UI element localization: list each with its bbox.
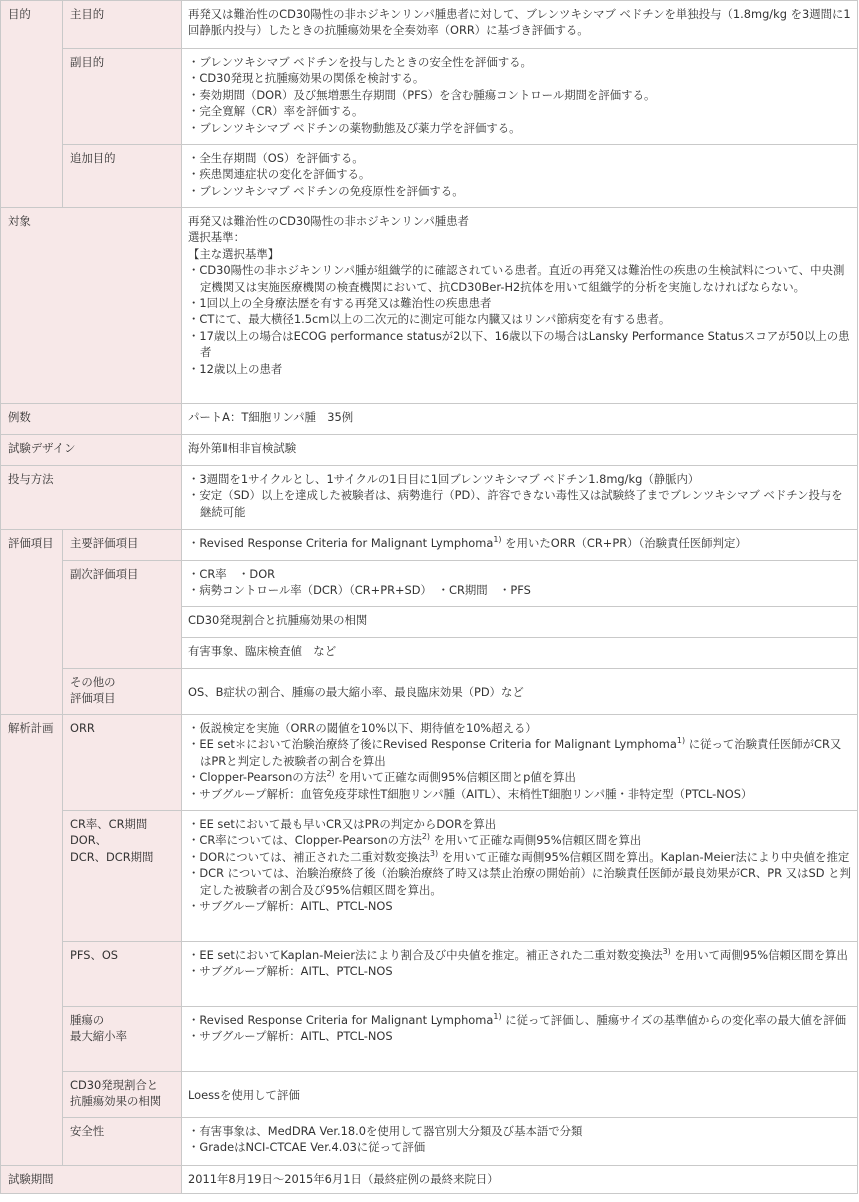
analysis-cr-label-line: CR率、CR期間 (70, 817, 148, 831)
list-item: ・ DCR については、治験治療終了後（治験治療終了時又は禁止治療の開始前）に治験責任医師が最良効果がCR、PR 又はSD と判定した被験者の割合及び95%信頼区間を算出。 (188, 865, 851, 898)
list-item: ・ CTにて、最大横径1.5cm以上の二次元的に測定可能な内臓又はリンパ節病変を有する患者。 (188, 311, 851, 327)
reference-marker: 3) (662, 947, 671, 957)
secondary-endpoint-line: ・病勢コントロール率（DCR）（CR+PR+SD） ・CR期間 ・PFS (188, 583, 531, 598)
primary-objective-text: 再発又は難治性のCD30陽性の非ホジキンリンパ腫患者に対して、ブレンツキシマブ ベドチンを単独投与（1.8mg/kg を3週間に1回静脈内投与）したときの抗腫瘍効果を全奏効率（ORR）に基づき評価する。 (182, 1, 858, 49)
row-purpose-additional (1, 145, 858, 208)
list-item: ・ サブグループ解析：AITL、PTCL-NOS (188, 898, 851, 914)
row-analysis-tumor (1, 1007, 858, 1072)
row-analysis-cd30 (1, 1072, 858, 1118)
period-text: 2011年8月19日～2015年6月1日（最終症例の最終来院日） (182, 1166, 858, 1194)
list-item-text: DORについては、補正された二重対数変換法 (199, 849, 430, 864)
dosing-list (182, 466, 858, 530)
list-item: ・ 3週間を1サイクルとし、1サイクルの1日目に1回ブレンツキシマブ ベドチン1.8mg/kg（静脈内） (188, 471, 851, 487)
list-item-text: EE setにおいてKaplan-Meier法により割合及び中央値を推定。補正された二重対数変換法 (199, 948, 663, 962)
analysis-cr-label-line: DCR、DCR期間 (70, 849, 154, 864)
label-primary-objective: 主目的 (63, 1, 182, 49)
label-design: 試験デザイン (1, 435, 182, 466)
row-analysis-pfs (1, 942, 858, 1007)
row-analysis-safety (1, 1118, 858, 1166)
list-item: ・ サブグループ解析：血管免疫芽球性T細胞リンパ腫（AITL）、末梢性T細胞リンパ腫・非特定型（PTCL-NOS） (188, 786, 851, 802)
row-endpoints-other (1, 669, 858, 715)
row-cases (1, 404, 858, 435)
analysis-cr-list (182, 811, 858, 942)
label-subjects: 対象 (1, 208, 182, 404)
reference-marker: 2) (421, 832, 431, 842)
list-item (188, 769, 851, 785)
label-analysis-tumor (63, 1007, 182, 1072)
row-subjects (1, 208, 858, 404)
row-purpose-secondary (1, 49, 858, 145)
analysis-cr-label-line: DOR、 (70, 833, 108, 848)
list-item: ・ ブレンツキシマブ ベドチンの免疫原性を評価する。 (188, 183, 851, 199)
primary-endpoint-post: を用いたORR（CR+PR）（治験責任医師判定） (501, 536, 747, 550)
analysis-pfs-list (182, 942, 858, 1007)
label-secondary-objective: 副目的 (63, 49, 182, 145)
label-primary-endpoint: 主要評価項目 (63, 530, 182, 561)
analysis-cd30-label-line: CD30発現割合と (70, 1078, 159, 1092)
row-dosing (1, 466, 858, 530)
row-endpoints-primary (1, 530, 858, 561)
label-analysis-cd30 (63, 1072, 182, 1118)
label-analysis-pfs: PFS、OS (63, 942, 182, 1007)
list-item: ・ 仮説検定を実施（ORRの閾値を10%以下、期待値を10%超える） (188, 720, 851, 736)
reference-marker: 3) (429, 849, 439, 859)
analysis-tumor-list (182, 1007, 858, 1072)
label-analysis-orr: ORR (63, 715, 182, 811)
subjects-line: 選択基準： (188, 230, 245, 245)
row-analysis-cr (1, 811, 858, 942)
analysis-orr-list (182, 715, 858, 811)
additional-objective-list (182, 145, 858, 208)
design-text: 海外第Ⅱ相非盲検試験 (182, 435, 858, 466)
list-item: ・ 全生存期間（OS）を評価する。 (188, 150, 851, 166)
label-additional-objective: 追加目的 (63, 145, 182, 208)
label-analysis-safety: 安全性 (63, 1118, 182, 1166)
list-item (188, 736, 851, 769)
list-item: ・ 完全寛解（CR）率を評価する。 (188, 103, 851, 119)
other-endpoint-label-line: 評価項目 (70, 691, 116, 706)
list-item (188, 832, 851, 848)
list-item-text: に従って治験責任医師がCR又はPRと判定した被験者の割合を算出 (200, 737, 842, 768)
list-item-text: を用いて正確な両側95%信頼区間とp値を算出 (334, 770, 576, 785)
label-analysis: 解析計画 (1, 715, 63, 1166)
row-design (1, 435, 858, 466)
label-cases: 例数 (1, 404, 182, 435)
list-item: ・ 安定（SD）以上を達成した被験者は、病勢進行（PD）、許容できない毒性又は試験終了までブレンツキシマブ ベドチン投与を継続可能 (188, 487, 851, 520)
label-dosing: 投与方法 (1, 466, 182, 530)
list-item-text: に従って評価し、腫瘍サイズの基準値からの変化率の最大値を評価 (501, 1013, 847, 1027)
row-endpoints-secondary (1, 561, 858, 607)
list-item: ・ 17歳以上の場合はECOG performance statusが2以下、16歳以下の場合はLansky Performance Statusスコアが50以上の患者 (188, 328, 851, 361)
list-item: ・ EE setにおいて最も早いCR又はPRの判定からDORを算出 (188, 816, 851, 832)
list-item-text: を用いて正確な両側95%信頼区間を算出 (430, 833, 642, 848)
list-item-text: CR率については、Clopper-Pearsonの方法 (199, 833, 422, 848)
list-item: ・ ブレンツキシマブ ベドチンを投与したときの安全性を評価する。 (188, 54, 851, 70)
cases-text: パートA：T細胞リンパ腫 35例 (182, 404, 858, 435)
list-item: ・ 1回以上の全身療法歴を有する再発又は難治性の疾患患者 (188, 295, 851, 311)
row-purpose-primary (1, 1, 858, 49)
reference-marker: 2) (326, 769, 335, 779)
list-item: ・ ブレンツキシマブ ベドチンの薬物動態及び薬力学を評価する。 (188, 120, 851, 136)
analysis-tumor-label-line: 腫瘍の (70, 1013, 105, 1027)
list-item: ・ CD30陽性の非ホジキンリンパ腫が組織学的に確認されている患者。直近の再発又は難治性の疾患の生検試料について、中央測定機関又は実施医療機関の検査機関において、抗CD30Ber-H2抗体を用いて組織学的分析を実施しなければならない。 (188, 262, 851, 295)
row-period (1, 1166, 858, 1194)
list-item: ・ サブグループ解析：AITL、PTCL-NOS (188, 1028, 851, 1044)
other-endpoint-label-line: その他の (70, 675, 116, 689)
subjects-line: 再発又は難治性のCD30陽性の非ホジキンリンパ腫患者 (188, 214, 469, 228)
reference-marker: 1) (493, 535, 502, 545)
analysis-tumor-label-line: 最大縮小率 (70, 1029, 127, 1044)
list-item (188, 1012, 851, 1028)
subjects-content (182, 208, 858, 404)
list-item: ・ 12歳以上の患者 (188, 361, 851, 377)
primary-endpoint-pre: ・Revised Response Criteria for Malignant Lymphoma (188, 536, 494, 550)
analysis-safety-list (182, 1118, 858, 1166)
primary-endpoint-text (182, 530, 858, 561)
other-endpoint-text: OS、B症状の割合、腫瘍の最大縮小率、最良臨床効果（PD）など (182, 669, 858, 715)
list-item-text: を用いて両側95%信頼区間を算出 (670, 948, 848, 962)
label-purpose: 目的 (1, 1, 63, 208)
label-endpoints: 評価項目 (1, 530, 63, 715)
list-item: ・ CD30発現と抗腫瘍効果の関係を検討する。 (188, 70, 851, 86)
reference-marker: 1) (493, 1012, 502, 1022)
secondary-endpoint-line: ・CR率 ・DOR (188, 567, 276, 581)
reference-marker: 1) (676, 736, 686, 746)
list-item-text: を用いて正確な両側95%信頼区間を算出。Kaplan-Meier法により中央値を推定 (438, 849, 850, 864)
analysis-cd30-text: Loessを使用して評価 (182, 1072, 858, 1118)
secondary-endpoint-list (182, 561, 858, 607)
label-analysis-cr (63, 811, 182, 942)
secondary-endpoint-cd30: CD30発現割合と抗腫瘍効果の相関 (182, 607, 858, 638)
list-item: ・ GradeはNCI-CTCAE Ver.4.03に従って評価 (188, 1139, 851, 1155)
list-item: ・ 奏効期間（DOR）及び無増悪生存期間（PFS）を含む腫瘍コントロール期間を評価する。 (188, 87, 851, 103)
list-item-text: Clopper-Pearsonの方法 (199, 770, 327, 785)
list-item: ・ サブグループ解析：AITL、PTCL-NOS (188, 963, 851, 979)
secondary-endpoint-ae: 有害事象、臨床検査値 など (182, 638, 858, 669)
row-analysis-orr (1, 715, 858, 811)
list-item-text: Revised Response Criteria for Malignant Lymphoma (199, 1013, 494, 1027)
list-item-text: EE set＊において治験治療終了後にRevised Response Criteria for Malignant Lymphoma (199, 737, 677, 752)
list-item: ・ 疾患関連症状の変化を評価する。 (188, 166, 851, 182)
subjects-line: 【主な選択基準】 (188, 246, 280, 261)
label-secondary-endpoint: 副次評価項目 (63, 561, 182, 669)
label-other-endpoint (63, 669, 182, 715)
list-item (188, 849, 851, 865)
secondary-objective-list (182, 49, 858, 145)
list-item (188, 947, 851, 963)
list-item: ・ 有害事象は、MedDRA Ver.18.0を使用して器官別大分類及び基本語で分類 (188, 1123, 851, 1139)
label-period: 試験期間 (1, 1166, 182, 1194)
analysis-cd30-label-line: 抗腫瘍効果の相関 (70, 1094, 162, 1109)
